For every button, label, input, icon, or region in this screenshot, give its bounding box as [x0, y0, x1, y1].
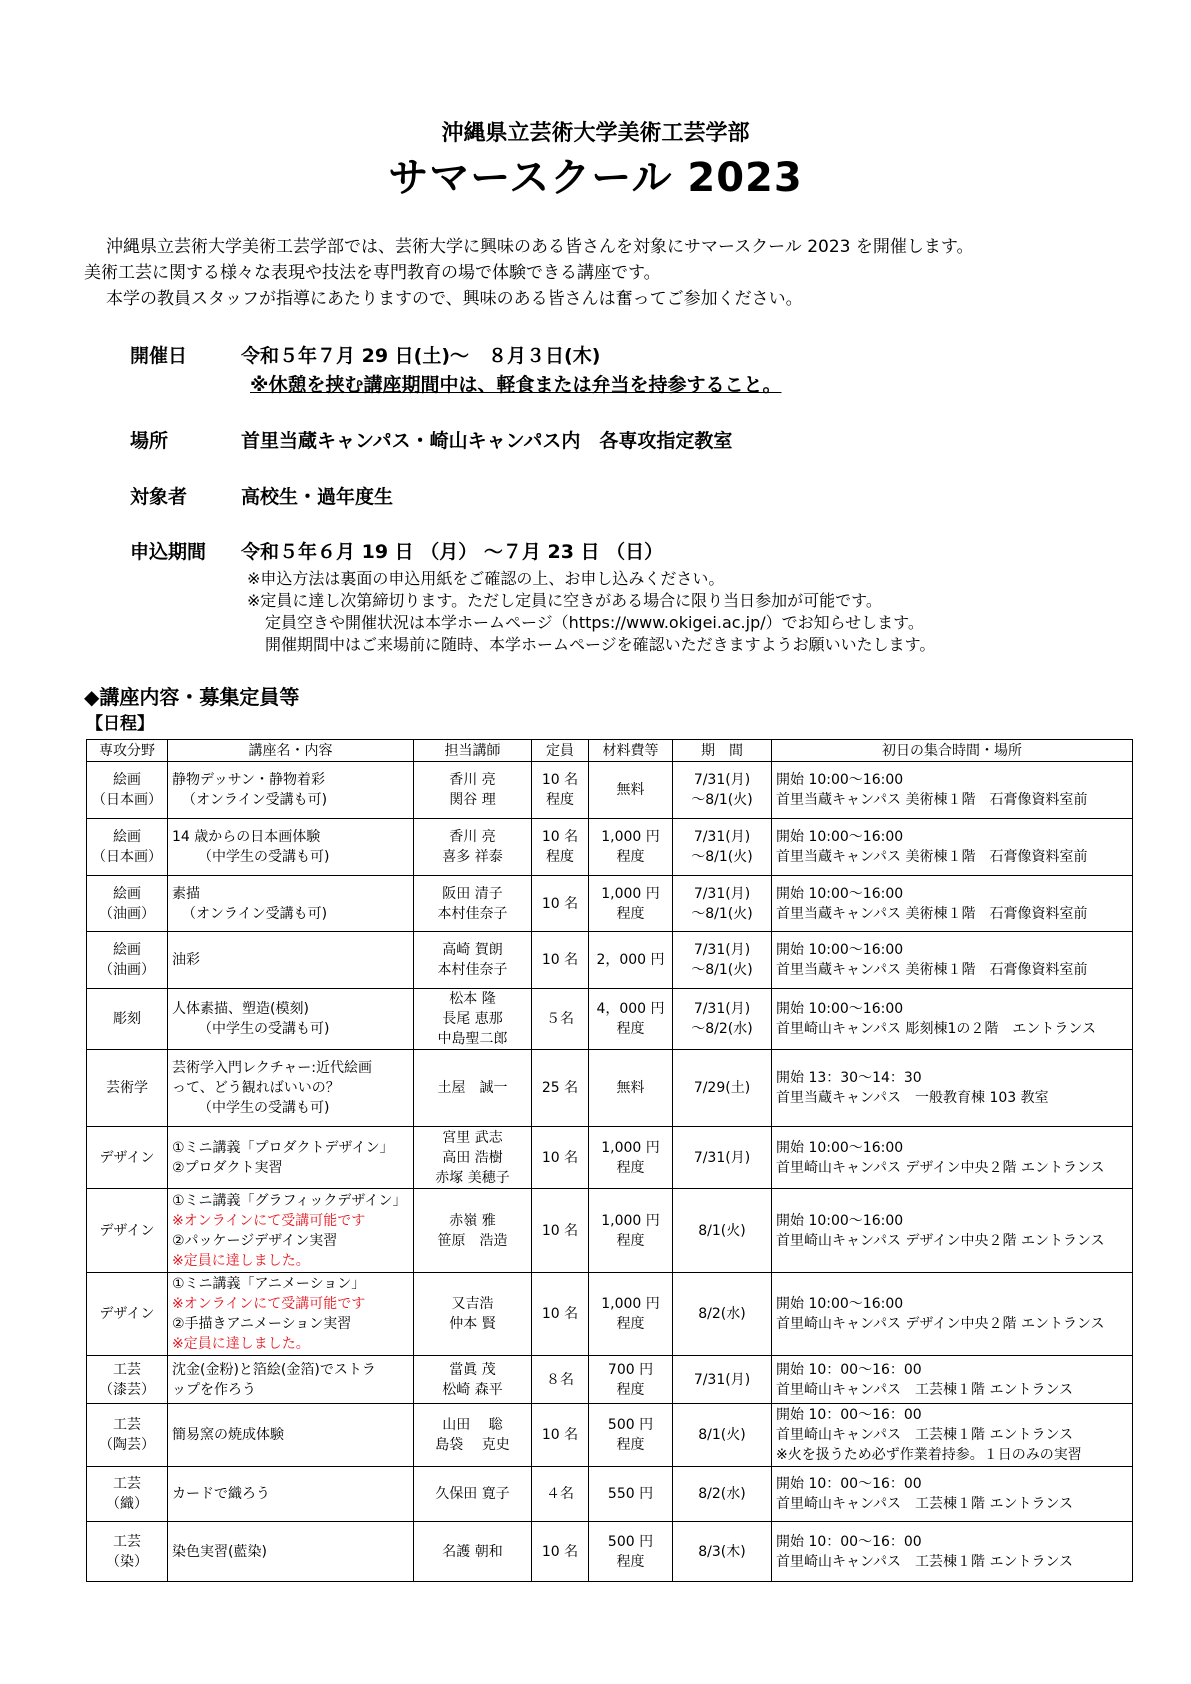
row-place	[772, 1189, 1133, 1273]
row-field-line: 工芸	[113, 1476, 141, 1492]
row-period	[673, 1404, 772, 1467]
row-place	[772, 932, 1133, 989]
row-place-line: 首里崎山キャンパス 彫刻棟1の２階 エントランス	[776, 1021, 1096, 1037]
row-place-line: 首里崎山キャンパス デザイン中央２階 エントランス	[776, 1159, 1105, 1176]
row-place	[772, 1273, 1133, 1356]
row-capacity-line: 10 名	[541, 952, 579, 968]
row-capacity	[532, 1522, 589, 1582]
row-period-line: 7/31(月)	[693, 1371, 751, 1388]
row-course	[168, 1404, 414, 1467]
dates-label: 開催日	[130, 345, 188, 367]
row-period-line: ～8/1(火)	[691, 849, 753, 865]
row-field	[87, 932, 168, 989]
row-capacity	[532, 1050, 589, 1127]
row-cost-line: 1,000 円	[601, 885, 660, 902]
row-cost-line: 1,000 円	[601, 1212, 660, 1229]
row-cost	[589, 1127, 673, 1189]
row-teachers-line: 松本 隆	[449, 991, 496, 1007]
row-field-line: 彫刻	[113, 1011, 141, 1027]
row-cost-line: 無料	[616, 1080, 645, 1096]
row-place-line: 開始 10：00～16：00	[776, 1533, 922, 1550]
table-header-row	[87, 740, 1133, 762]
row-course-line: 油彩	[172, 952, 200, 968]
schedule-label: 【日程】	[86, 714, 154, 734]
apply-note-4: 開催期間中はご来場前に随時、本学ホームページを確認いただきますようお願いいたします。	[265, 635, 936, 654]
row-period-line: 7/31(月)	[693, 1001, 751, 1017]
section-title: ◆講座内容・募集定員等	[84, 685, 300, 709]
row-capacity	[532, 876, 589, 932]
table-row	[87, 819, 1133, 876]
row-teachers-line: 喜多 祥泰	[442, 849, 503, 865]
row-course-line: ①ミニ講義「プロダクトデザイン」	[172, 1139, 394, 1156]
apply-note-2: ※定員に達し次第締切ります。ただし定員に空きがある場合に限り当日参加が可能です。	[247, 591, 882, 610]
row-place	[772, 989, 1133, 1050]
row-field	[87, 989, 168, 1050]
row-teachers-line: 名護 朝和	[442, 1543, 503, 1560]
table-row	[87, 1467, 1133, 1522]
row-course-line: ①ミニ講義「アニメーション」	[172, 1276, 366, 1292]
row-period	[673, 1050, 772, 1127]
row-course	[168, 1050, 414, 1127]
row-period	[673, 876, 772, 932]
row-course-line: カードで織ろう	[172, 1486, 270, 1502]
row-capacity-line: 10 名	[541, 1222, 579, 1239]
row-period	[673, 1273, 772, 1356]
row-cost-line: 程度	[616, 1316, 645, 1332]
row-teachers-line: 香川 亮	[449, 829, 496, 845]
row-course-line: 静物デッサン・静物着彩	[172, 772, 326, 788]
row-teachers-line: 高崎 賀朗	[442, 942, 503, 958]
row-capacity	[532, 819, 589, 876]
row-period-line: ～8/1(火)	[691, 962, 753, 978]
row-course-line: ②手描きアニメーション実習	[172, 1316, 352, 1332]
row-place-line: 開始 10：00～16：00	[776, 1476, 922, 1492]
row-period-line: 8/2(水)	[698, 1486, 746, 1502]
row-place-line: 首里崎山キャンパス デザイン中央２階 エントランス	[776, 1316, 1105, 1332]
row-course	[168, 819, 414, 876]
row-period	[673, 932, 772, 989]
row-period	[673, 762, 772, 819]
row-cost-line: 程度	[616, 849, 645, 865]
row-cost-line: 程度	[616, 1232, 645, 1249]
header-period: 期 間	[673, 740, 772, 762]
row-teachers-line: 久保田 寛子	[435, 1486, 510, 1502]
header-teachers: 担当講師	[414, 740, 532, 762]
row-place	[772, 1467, 1133, 1522]
table-row	[87, 1356, 1133, 1404]
row-course	[168, 1189, 414, 1273]
row-course-line: 染色実習(藍染)	[172, 1543, 267, 1560]
row-place	[772, 1522, 1133, 1582]
row-capacity-line: 10 名	[541, 1543, 579, 1560]
row-period	[673, 1522, 772, 1582]
row-teachers-line: 笹原 浩造	[437, 1232, 508, 1249]
row-course	[168, 1127, 414, 1189]
row-place	[772, 819, 1133, 876]
row-capacity	[532, 1273, 589, 1356]
row-teachers-line: 関谷 理	[449, 792, 496, 808]
row-cost-line: 2，000 円	[596, 952, 665, 968]
place-value: 首里当蔵キャンパス・崎山キャンパス内 各専攻指定教室	[241, 430, 733, 452]
row-teachers	[414, 1273, 532, 1356]
row-place	[772, 1050, 1133, 1127]
row-capacity	[532, 1467, 589, 1522]
header-place: 初日の集合時間・場所	[772, 740, 1133, 762]
table-row	[87, 876, 1133, 932]
row-teachers-line: 本村佳奈子	[437, 962, 508, 978]
row-place-line: 首里当蔵キャンパス 美術棟１階 石膏像資料室前	[776, 962, 1088, 978]
row-place-line: 開始 10:00～16:00	[776, 885, 904, 902]
row-field-line: （日本画）	[92, 849, 162, 865]
row-teachers	[414, 1189, 532, 1273]
row-place-line: 開始 10:00～16:00	[776, 1139, 904, 1156]
table-row	[87, 932, 1133, 989]
row-teachers-line: 島袋 克史	[435, 1437, 510, 1453]
row-place-line: 開始 10:00～16:00	[776, 829, 904, 845]
row-place-line: ※火を扱うため必ず作業着持参。１日のみの実習	[776, 1447, 1082, 1463]
row-field-line: （油画）	[99, 905, 155, 922]
apply-note-3: 定員空きや開催状況は本学ホームページ（https://www.okigei.ac.jp/）でお知らせします。	[265, 613, 924, 632]
row-field-line: デザイン	[99, 1306, 155, 1322]
row-cost-line: 1,000 円	[601, 1296, 660, 1312]
row-teachers-line: 山田 聡	[442, 1417, 503, 1433]
table-row	[87, 989, 1133, 1050]
row-place-line: 開始 10:00～16:00	[776, 942, 904, 958]
row-teachers	[414, 989, 532, 1050]
row-field	[87, 1356, 168, 1404]
row-course-line: （中学生の受講も可)	[198, 849, 330, 865]
row-cost-line: 程度	[616, 1437, 645, 1453]
row-field-line: 絵画	[113, 885, 141, 902]
table-row	[87, 1050, 1133, 1127]
target-value: 高校生・過年度生	[241, 486, 394, 508]
row-course-line: 素描	[172, 885, 200, 902]
row-cost	[589, 1467, 673, 1522]
row-field-line: 絵画	[113, 942, 141, 958]
row-teachers-line: 本村佳奈子	[437, 905, 508, 922]
row-cost	[589, 1189, 673, 1273]
row-place	[772, 1356, 1133, 1404]
row-field	[87, 876, 168, 932]
row-course-line: ※定員に達しました。	[172, 1336, 310, 1352]
row-cost-line: 550 円	[607, 1486, 654, 1502]
row-place	[772, 762, 1133, 819]
row-course	[168, 1467, 414, 1522]
row-field	[87, 1273, 168, 1356]
row-field-line: （染）	[106, 1553, 148, 1570]
row-teachers-line: 香川 亮	[449, 772, 496, 788]
row-period	[673, 1356, 772, 1404]
row-cost	[589, 989, 673, 1050]
row-teachers-line: 當眞 茂	[449, 1361, 496, 1378]
row-period-line: ～8/2(水)	[691, 1021, 753, 1037]
row-course	[168, 1273, 414, 1356]
row-period-line: ～8/1(火)	[691, 905, 753, 922]
row-cost	[589, 762, 673, 819]
row-period-line: 8/1(火)	[698, 1222, 746, 1239]
row-field-line: 工芸	[113, 1417, 141, 1433]
row-place	[772, 1404, 1133, 1467]
table-row	[87, 1127, 1133, 1189]
row-place-line: 開始 10:00～16:00	[776, 772, 904, 788]
place-label: 場所	[130, 430, 169, 452]
row-place-line: 首里崎山キャンパス 工芸棟１階 エントランス	[776, 1496, 1074, 1512]
row-cost	[589, 1273, 673, 1356]
row-field-line: 工芸	[113, 1361, 141, 1378]
row-course-line: ②パッケージデザイン実習	[172, 1232, 338, 1249]
row-teachers	[414, 1467, 532, 1522]
row-capacity	[532, 1404, 589, 1467]
row-period-line: 7/31(月)	[693, 829, 751, 845]
row-course	[168, 876, 414, 932]
row-course	[168, 989, 414, 1050]
row-place-line: 開始 10:00～16:00	[776, 1001, 904, 1017]
row-teachers	[414, 876, 532, 932]
intro-line-3: 本学の教員スタッフが指導にあたりますので、興味のある皆さんは奮ってご参加ください。	[106, 289, 803, 309]
row-course-line: （オンライン受講も可)	[182, 905, 328, 922]
row-cost	[589, 876, 673, 932]
row-field-line: （日本画）	[92, 792, 162, 808]
row-teachers	[414, 932, 532, 989]
row-period-line: 7/29(土)	[693, 1080, 751, 1096]
row-cost-line: 500 円	[607, 1533, 654, 1550]
row-cost-line: 4，000 円	[596, 1001, 665, 1017]
row-cost	[589, 1356, 673, 1404]
row-capacity	[532, 1189, 589, 1273]
row-period	[673, 819, 772, 876]
row-course-line: ①ミニ講義「グラフィックデザイン」	[172, 1192, 407, 1209]
row-teachers	[414, 1127, 532, 1189]
table-row	[87, 762, 1133, 819]
dates-value: 令和５年７月 29 日(土)～ ８月３日(木)	[241, 345, 601, 367]
row-cost	[589, 1404, 673, 1467]
row-teachers-line: 高田 浩樹	[442, 1149, 503, 1166]
row-place-line: 首里当蔵キャンパス 美術棟１階 石膏像資料室前	[776, 849, 1088, 865]
row-period-line: 8/3(木)	[698, 1543, 746, 1560]
table-row	[87, 1273, 1133, 1356]
row-period-line: 8/1(火)	[698, 1427, 746, 1443]
row-field-line: （陶芸）	[99, 1437, 155, 1453]
row-course-line: 人体素描、塑造(模刻)	[172, 1001, 309, 1017]
row-place	[772, 1127, 1133, 1189]
row-teachers-line: 土屋 誠一	[437, 1080, 508, 1096]
row-cost	[589, 932, 673, 989]
row-field	[87, 1522, 168, 1582]
row-field-line: デザイン	[99, 1222, 155, 1239]
row-teachers	[414, 819, 532, 876]
row-place-line: 首里当蔵キャンパス 一般教育棟 103 教室	[776, 1090, 1049, 1106]
row-teachers-line: 赤塚 美穂子	[435, 1169, 510, 1186]
row-cost-line: 500 円	[607, 1417, 654, 1433]
row-cost	[589, 1050, 673, 1127]
row-capacity	[532, 1127, 589, 1189]
row-teachers-line: 長尾 恵那	[442, 1011, 503, 1027]
row-field-line: （織）	[106, 1496, 148, 1512]
row-capacity-line: ８名	[546, 1371, 574, 1388]
page-title: サマースクール 2023	[388, 155, 803, 201]
row-place-line: 首里当蔵キャンパス 美術棟１階 石膏像資料室前	[776, 905, 1088, 922]
row-field-line: 絵画	[113, 829, 141, 845]
row-period	[673, 1189, 772, 1273]
row-period-line: 7/31(月)	[693, 942, 751, 958]
row-course-line: ※オンラインにて受講可能です	[172, 1212, 366, 1229]
row-field-line: 工芸	[113, 1533, 141, 1550]
row-course-line: 芸術学入門レクチャー:近代絵画	[172, 1060, 373, 1076]
row-cost-line: 程度	[616, 905, 645, 922]
header-capacity: 定員	[532, 740, 589, 762]
row-cost-line: 1,000 円	[601, 1139, 660, 1156]
row-course-line: （中学生の受講も可)	[198, 1021, 330, 1037]
header-course: 講座名・内容	[168, 740, 414, 762]
row-course-line: 14 歳からの日本画体験	[172, 829, 321, 845]
row-period	[673, 1467, 772, 1522]
row-place-line: 首里崎山キャンパス 工芸棟１階 エントランス	[776, 1381, 1074, 1398]
row-cost-line: 1,000 円	[601, 829, 660, 845]
row-course-line: ※定員に達しました。	[172, 1252, 310, 1269]
row-cost-line: 程度	[616, 1553, 645, 1570]
row-teachers	[414, 1522, 532, 1582]
apply-label: 申込期間	[130, 541, 207, 563]
row-teachers-line: 仲本 賢	[449, 1316, 496, 1332]
table-row	[87, 1522, 1133, 1582]
row-period-line: 7/31(月)	[693, 885, 751, 902]
row-capacity-line: ４名	[546, 1486, 574, 1502]
row-capacity-line: 25 名	[541, 1080, 579, 1096]
row-teachers	[414, 1404, 532, 1467]
row-course	[168, 932, 414, 989]
row-capacity-line: 10 名	[541, 1306, 579, 1322]
row-cost-line: 程度	[616, 1159, 645, 1176]
row-course	[168, 1356, 414, 1404]
table-row	[87, 1189, 1133, 1273]
row-capacity-line: 10 名	[541, 772, 579, 788]
row-place-line: 開始 10：00～16：00	[776, 1361, 922, 1378]
row-capacity	[532, 762, 589, 819]
row-field	[87, 1404, 168, 1467]
row-period-line: 7/31(月)	[693, 772, 751, 788]
row-course-line: （中学生の受講も可)	[198, 1100, 330, 1116]
dates-note: ※休憩を挟む講座期間中は、軽食または弁当を持参すること。	[250, 374, 782, 396]
row-course-line: （オンライン受講も可)	[182, 792, 328, 808]
row-field-line: 絵画	[113, 772, 141, 788]
row-teachers	[414, 762, 532, 819]
row-capacity	[532, 1356, 589, 1404]
row-field	[87, 762, 168, 819]
row-field-line: （油画）	[99, 962, 155, 978]
row-field	[87, 1467, 168, 1522]
row-course-line: 簡易窯の焼成体験	[172, 1427, 284, 1443]
row-period	[673, 989, 772, 1050]
row-place-line: 開始 10:00～16:00	[776, 1212, 904, 1229]
row-place-line: 開始 10:00～16:00	[776, 1296, 904, 1312]
row-cost-line: 程度	[616, 1021, 645, 1037]
row-cost-line: 700 円	[607, 1361, 654, 1378]
row-teachers-line: 松崎 森平	[442, 1381, 503, 1398]
row-place	[772, 876, 1133, 932]
row-period-line: 7/31(月)	[693, 1149, 751, 1166]
row-capacity-line: 程度	[546, 792, 574, 808]
apply-value: 令和５年６月 19 日 （月） ～７月 23 日 （日）	[241, 541, 664, 563]
row-course-line: ②プロダクト実習	[172, 1159, 283, 1176]
row-teachers-line: 赤嶺 雅	[449, 1212, 496, 1229]
row-course-line: 沈金(金粉)と箔絵(金箔)でストラ	[172, 1361, 376, 1378]
target-label: 対象者	[130, 486, 188, 508]
header-field: 専攻分野	[87, 740, 168, 762]
row-course-line: ップを作ろう	[172, 1381, 256, 1398]
schedule-table	[86, 739, 1133, 1582]
intro-line-1: 沖縄県立芸術大学美術工芸学部では、芸術大学に興味のある皆さんを対象にサマースクール 2023 を開催します。	[106, 237, 974, 257]
row-field	[87, 1189, 168, 1273]
row-field	[87, 1127, 168, 1189]
row-teachers-line: 阪田 清子	[442, 885, 503, 902]
row-field-line: （漆芸）	[99, 1381, 155, 1398]
row-field-line: デザイン	[99, 1149, 155, 1166]
row-period	[673, 1127, 772, 1189]
row-cost-line: 程度	[616, 1381, 645, 1398]
row-capacity	[532, 932, 589, 989]
row-teachers	[414, 1356, 532, 1404]
row-period-line: 8/2(水)	[698, 1306, 746, 1322]
row-cost-line: 無料	[616, 782, 645, 798]
row-teachers-line: 宮里 武志	[442, 1129, 503, 1146]
row-place-line: 開始 10：00～16：00	[776, 1407, 922, 1423]
row-capacity-line: 10 名	[541, 895, 579, 912]
row-place-line: 首里崎山キャンパス デザイン中央２階 エントランス	[776, 1232, 1105, 1249]
table-row	[87, 1404, 1133, 1467]
row-field	[87, 819, 168, 876]
row-cost	[589, 1522, 673, 1582]
row-place-line: 開始 13：30～14：30	[776, 1070, 922, 1086]
row-place-line: 首里崎山キャンパス 工芸棟１階 エントランス	[776, 1427, 1074, 1443]
intro-line-2: 美術工芸に関する様々な表現や技法を専門教育の場で体験できる講座です。	[84, 263, 661, 283]
row-teachers-line: 又吉浩	[451, 1296, 494, 1312]
row-period-line: ～8/1(火)	[691, 792, 753, 808]
row-capacity-line: 10 名	[541, 829, 579, 845]
row-capacity-line: ５名	[546, 1011, 574, 1027]
row-course	[168, 1522, 414, 1582]
row-place-line: 首里崎山キャンパス 工芸棟１階 エントランス	[776, 1553, 1074, 1570]
organization-heading: 沖縄県立芸術大学美術工芸学部	[441, 121, 750, 146]
row-teachers	[414, 1050, 532, 1127]
row-course	[168, 762, 414, 819]
row-capacity-line: 10 名	[541, 1149, 579, 1166]
header-cost: 材料費等	[589, 740, 673, 762]
row-field	[87, 1050, 168, 1127]
row-place-line: 首里当蔵キャンパス 美術棟１階 石膏像資料室前	[776, 792, 1088, 808]
row-capacity-line: 10 名	[541, 1427, 579, 1443]
row-capacity-line: 程度	[546, 849, 574, 865]
row-course-line: って、どう観ればいいの？	[172, 1080, 340, 1096]
apply-note-1: ※申込方法は裏面の申込用紙をご確認の上、お申し込みください。	[247, 569, 725, 588]
row-field-line: 芸術学	[106, 1080, 148, 1096]
row-teachers-line: 中島聖二郎	[437, 1031, 508, 1047]
row-course-line: ※オンラインにて受講可能です	[172, 1296, 366, 1312]
row-cost	[589, 819, 673, 876]
row-capacity	[532, 989, 589, 1050]
